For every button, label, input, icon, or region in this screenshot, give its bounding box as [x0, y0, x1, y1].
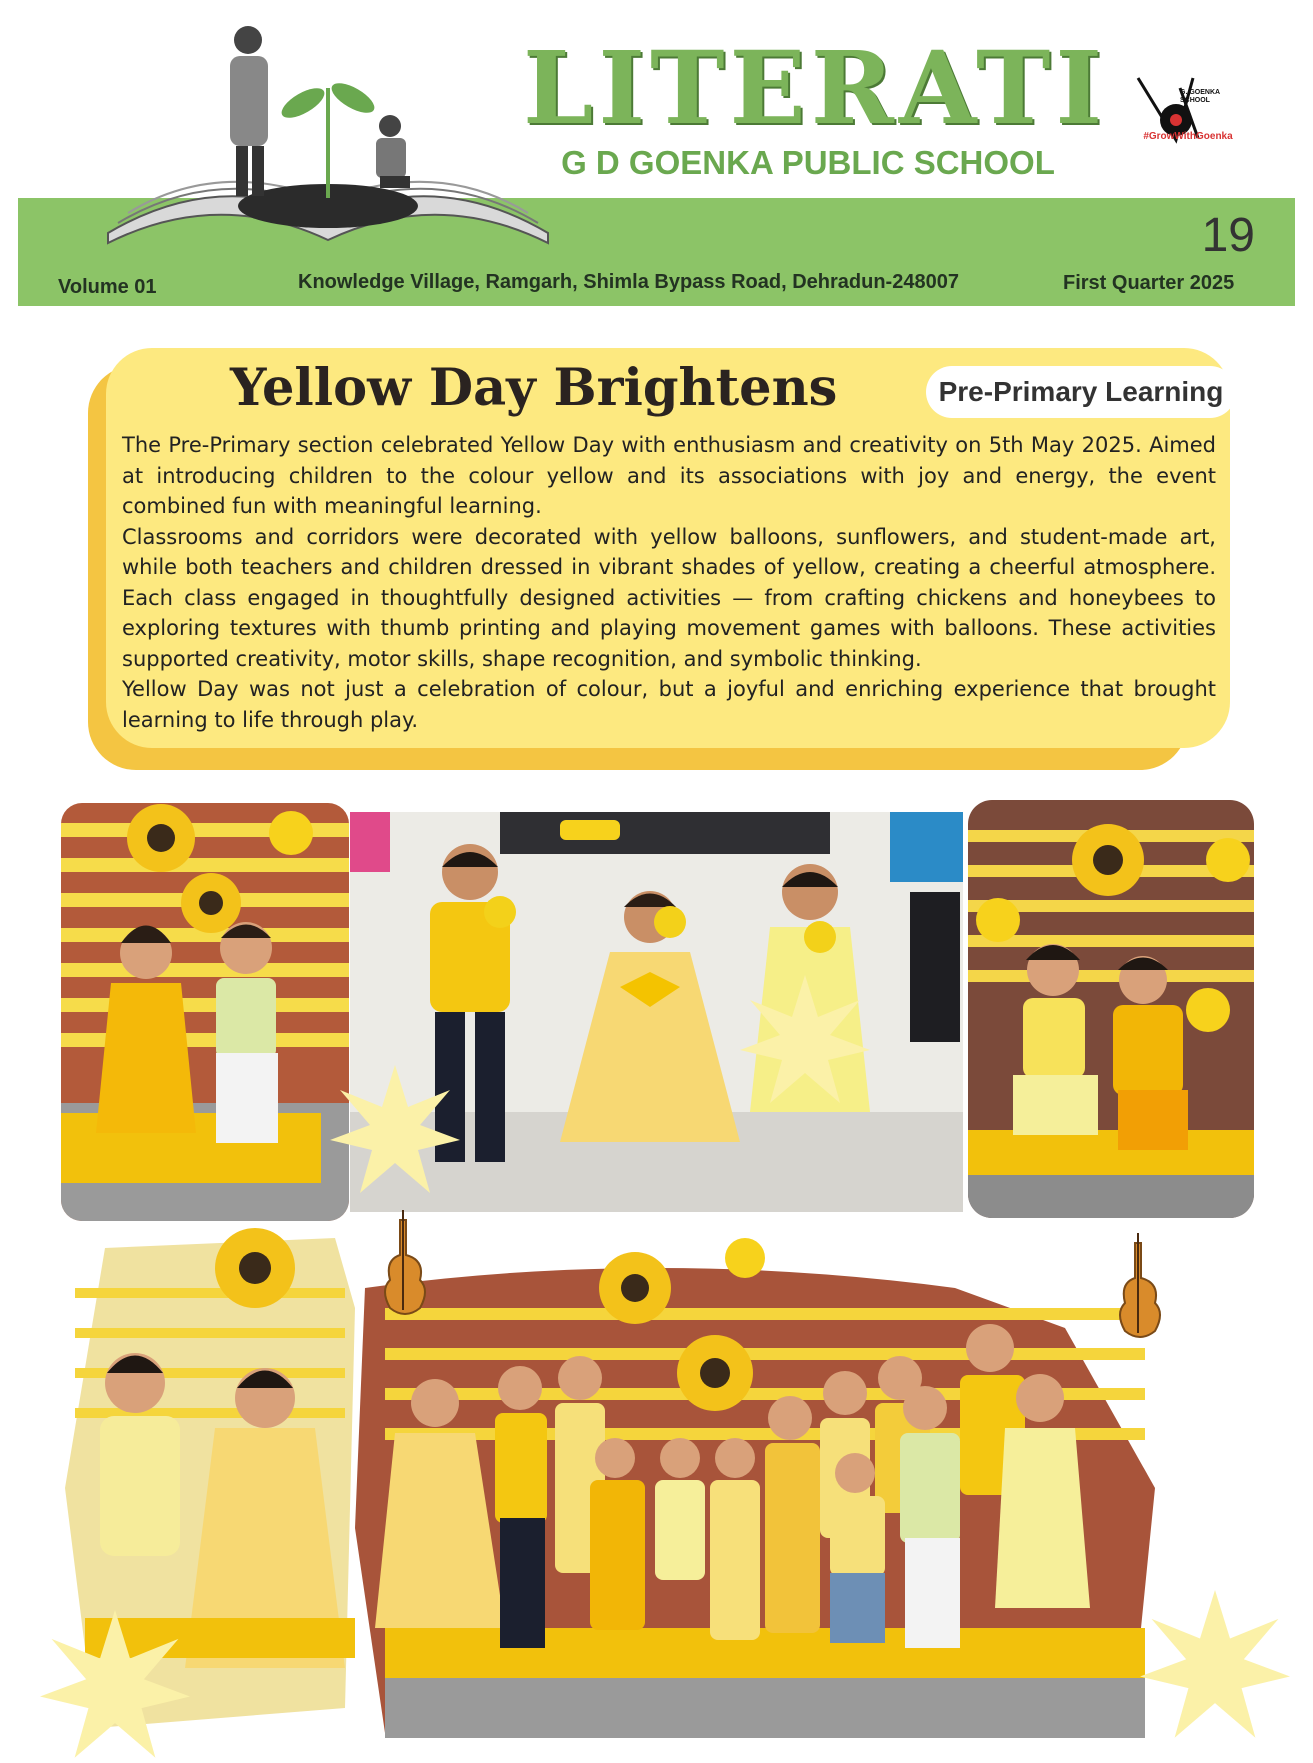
star-burst-icon [1140, 1590, 1290, 1740]
school-name: G D GOENKA PUBLIC SCHOOL [561, 144, 1055, 181]
star-burst-icon [40, 1610, 190, 1760]
article-paragraph: Classrooms and corridors were decorated with yellow balloons, sunflowers, and student-made art, while both teachers and children dressed in vibrant shades of yellow, creating a cheerful atmosphere. Each class engaged in thoughtfully designed activities — from crafting chickens and honeybees to exploring textures with thumb printing and playing movement games with balloons. These activities supported creativity, motor skills, shape recognition, and symbolic thinking. [122, 524, 1216, 671]
photo-two-children-bench [968, 800, 1254, 1218]
article-body [122, 430, 1216, 735]
newsletter-title: LITERATI [523, 29, 1108, 147]
section-tag: Pre-Primary Learning [926, 366, 1236, 418]
school-address: Knowledge Village, Ramgarh, Shimla Bypass Road, Dehradun-248007 [298, 271, 959, 293]
article-headline: Yellow Day Brightens [230, 358, 838, 418]
star-burst-icon [330, 1065, 460, 1195]
photo-two-children-seated [58, 800, 352, 1224]
violin-icon [370, 1210, 440, 1320]
star-burst-icon [740, 975, 870, 1105]
violin-icon [1105, 1233, 1175, 1343]
volume-label: Volume 01 [58, 276, 157, 298]
masthead [18, 18, 1295, 308]
article-paragraph: The Pre-Primary section celebrated Yellow Day with enthusiasm and creativity on 5th May 2025. Aimed at introducing children to the colour yellow and its associations with joy and energy, the event combined fun with meaningful learning. [122, 433, 1216, 518]
photo-group-children [55, 1228, 1270, 1748]
logo-text: G. GOENKA SCHOOL [1180, 89, 1220, 104]
article-paragraph: Yellow Day was not just a celebration of colour, but a joyful and enriching experience that brought learning to life through play. [122, 677, 1216, 732]
hashtag: #GrowWithGoenka [1143, 131, 1233, 142]
book-plant-illustration [98, 18, 558, 250]
page-number: 19 [1201, 209, 1255, 262]
quarter-label: First Quarter 2025 [1063, 272, 1235, 294]
school-logo-icon [1118, 48, 1258, 168]
